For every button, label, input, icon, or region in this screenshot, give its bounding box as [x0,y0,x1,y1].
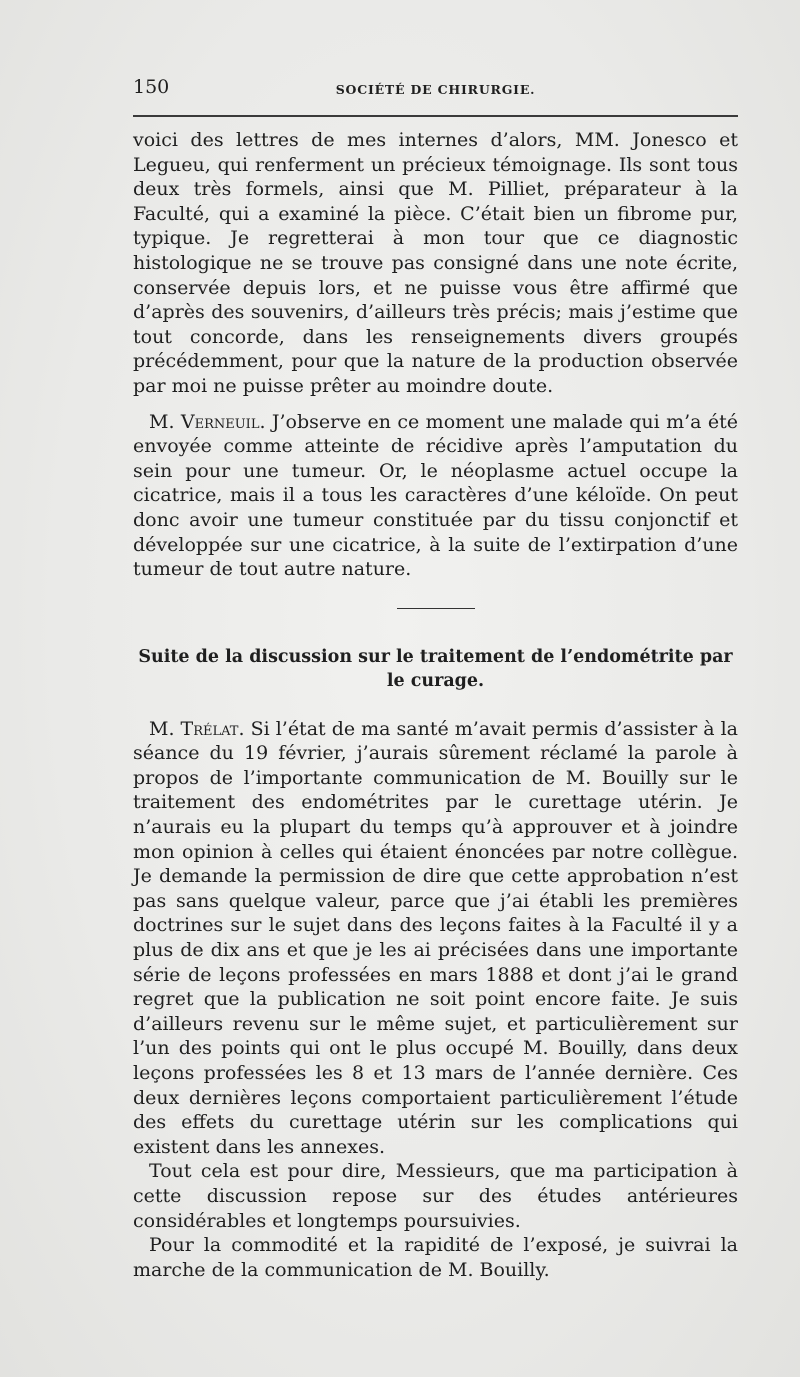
speaker-trelat: M. Trélat. [149,717,245,740]
speaker-verneuil: M. Verneuil. [149,410,266,433]
paragraph-trelat [133,717,738,1160]
paragraph-commodite: Pour la commodité et la rapidité de l’exposé, je suivrai la marche de la communication de M. Bouilly. [133,1234,738,1281]
trelat-text: Si l’état de ma santé m’avait permis d’assister à la séance du 19 février, j’aurais sûrement réclamé la parole à propos de l’importante communication de M. Bouilly sur le traitement des endométrites par le curettage utérin. Je n’aurais eu la plupart du temps qu’à approuver et à joindre mon opinion à celles qui étaient énoncées par notre collègue. Je demande la permission de dire que cette approbation n’est pas sans quelque valeur, parce que j’ai établi les premières doctrines sur le sujet dans des leçons faites à la Faculté il y a plus de dix ans et que je les ai précisées dans une importante série de leçons professées en mars 1888 et dont j’ai le grand regret que la publication ne soit point encore faite. Je suis d’ailleurs revenu sur le même sujet, et particulièrement sur l’un des points qui ont le plus occupé M. Bouilly, dans deux leçons professées les 8 et 13 mars de l’année dernière. Ces deux dernières leçons comportaient particulièrement l’étude des effets du curettage utérin sur les complications qui existent dans les annexes. [133,717,738,1158]
verneuil-text: J’observe en ce moment une malade qui m’a été envoyée comme atteinte de récidive après l’amputation du sein pour une tumeur. Or, le néoplasme actuel occupe la cicatrice, mais il a tous les caractères d’une kéloïde. On peut donc avoir une tumeur constituée par du tissu conjonctif et développée sur une cicatrice, à la suite de l’extirpation d’une tumeur de tout autre nature. [133,410,738,581]
paragraph-verneuil [133,410,738,582]
page-header [133,74,738,102]
section-title: Suite de la discussion sur le traitement de l’endométrite par le curage. [138,646,733,691]
running-title: SOCIÉTÉ DE CHIRURGIE. [335,82,536,97]
section-separator [397,608,475,609]
paragraph-continuation: voici des lettres de mes internes d’alors, MM. Jonesco et Legueu, qui renferment un précieux témoignage. Ils sont tous deux très formels, ainsi que M. Pilliet, préparateur à la Faculté, qui a examiné la pièce. C’était bien un fibrome pur, typique. Je regretterai à mon tour que ce diagnostic histologique ne se trouve pas consigné dans une note écrite, conservée depuis lors, et ne puisse vous être affirmé que d’après des souvenirs, d’ailleurs très précis; mais j’estime que tout concorde, dans les renseignements divers groupés précédemment, pour que la nature de la production observée par moi ne puisse prêter au moindre doute. [133,129,738,397]
paragraph-participation: Tout cela est pour dire, Messieurs, que ma participation à cette discussion repose sur des études antérieures considérables et longtemps poursuivies. [133,1160,738,1232]
text-column [133,128,738,1282]
header-rule [133,115,738,117]
page-number: 150 [133,76,170,98]
